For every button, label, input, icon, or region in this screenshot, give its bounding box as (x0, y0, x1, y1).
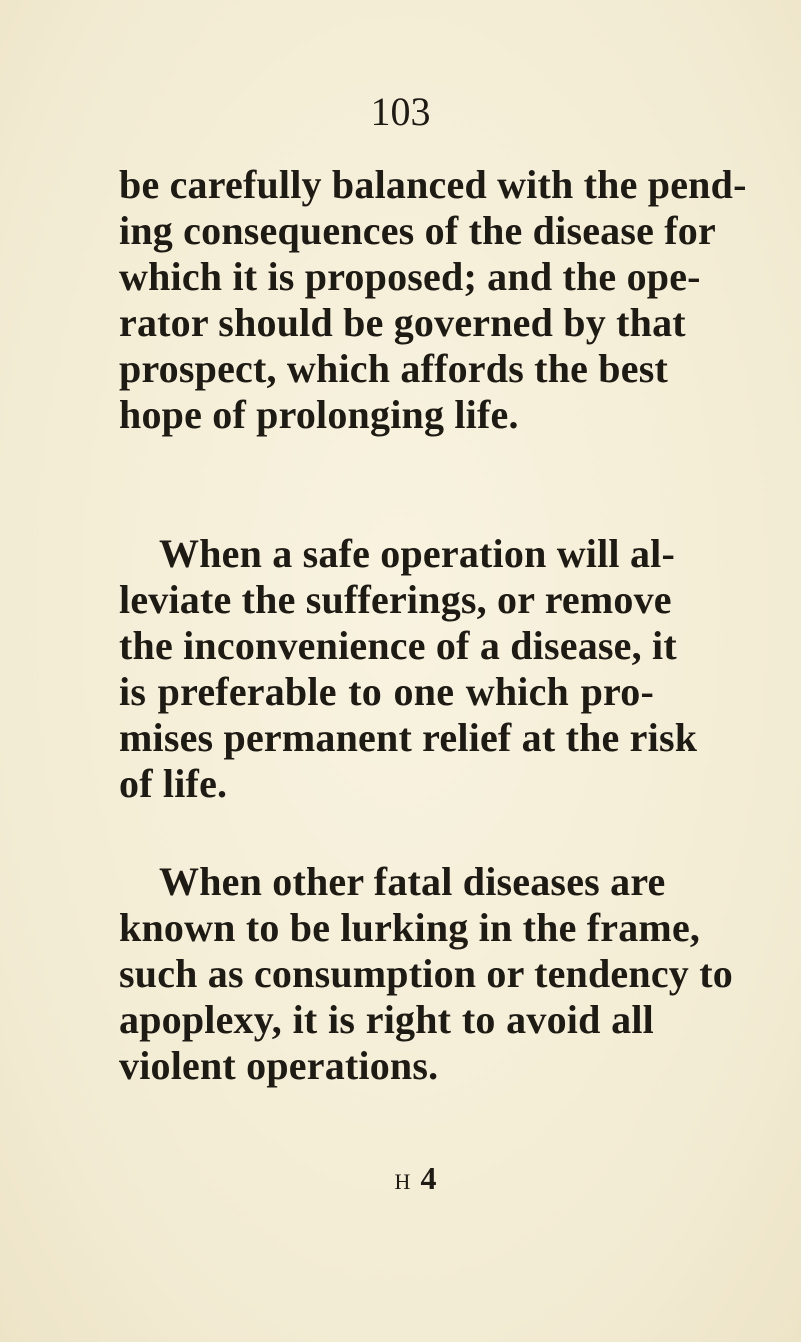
text-line: such as consumption or tendency to (119, 951, 733, 996)
text-line: hope of prolonging life. (119, 392, 519, 437)
signature-number: 4 (420, 1160, 437, 1196)
paragraph-3 (119, 859, 733, 1089)
text-line: which it is proposed; and the ope- (119, 254, 701, 299)
text-line: be carefully balanced with the pend- (119, 162, 747, 207)
text-line: known to be lurking in the frame, (119, 905, 701, 950)
text-line: is preferable to one which pro- (119, 669, 654, 714)
text-line: ing consequences of the disease for (119, 208, 716, 253)
text-line: rator should be governed by that (119, 300, 686, 345)
signature-letter: H (394, 1169, 411, 1194)
paragraph-1 (119, 162, 747, 438)
text-line: of life. (119, 761, 228, 806)
text-line: When a safe operation will al- (159, 531, 675, 576)
text-line: violent operations. (119, 1043, 439, 1088)
text-line: When other fatal diseases are (159, 859, 666, 904)
text-line: leviate the sufferings, or remove (119, 577, 672, 622)
text-line: mises permanent relief at the risk (119, 715, 698, 760)
text-line: prospect, which affords the best (119, 346, 668, 391)
signature-mark (0, 1160, 801, 1200)
page-number: 103 (370, 89, 431, 134)
text-line: apoplexy, it is right to avoid all (119, 997, 654, 1042)
paragraph-2 (119, 531, 698, 807)
text-line: the inconvenience of a disease, it (119, 623, 677, 668)
